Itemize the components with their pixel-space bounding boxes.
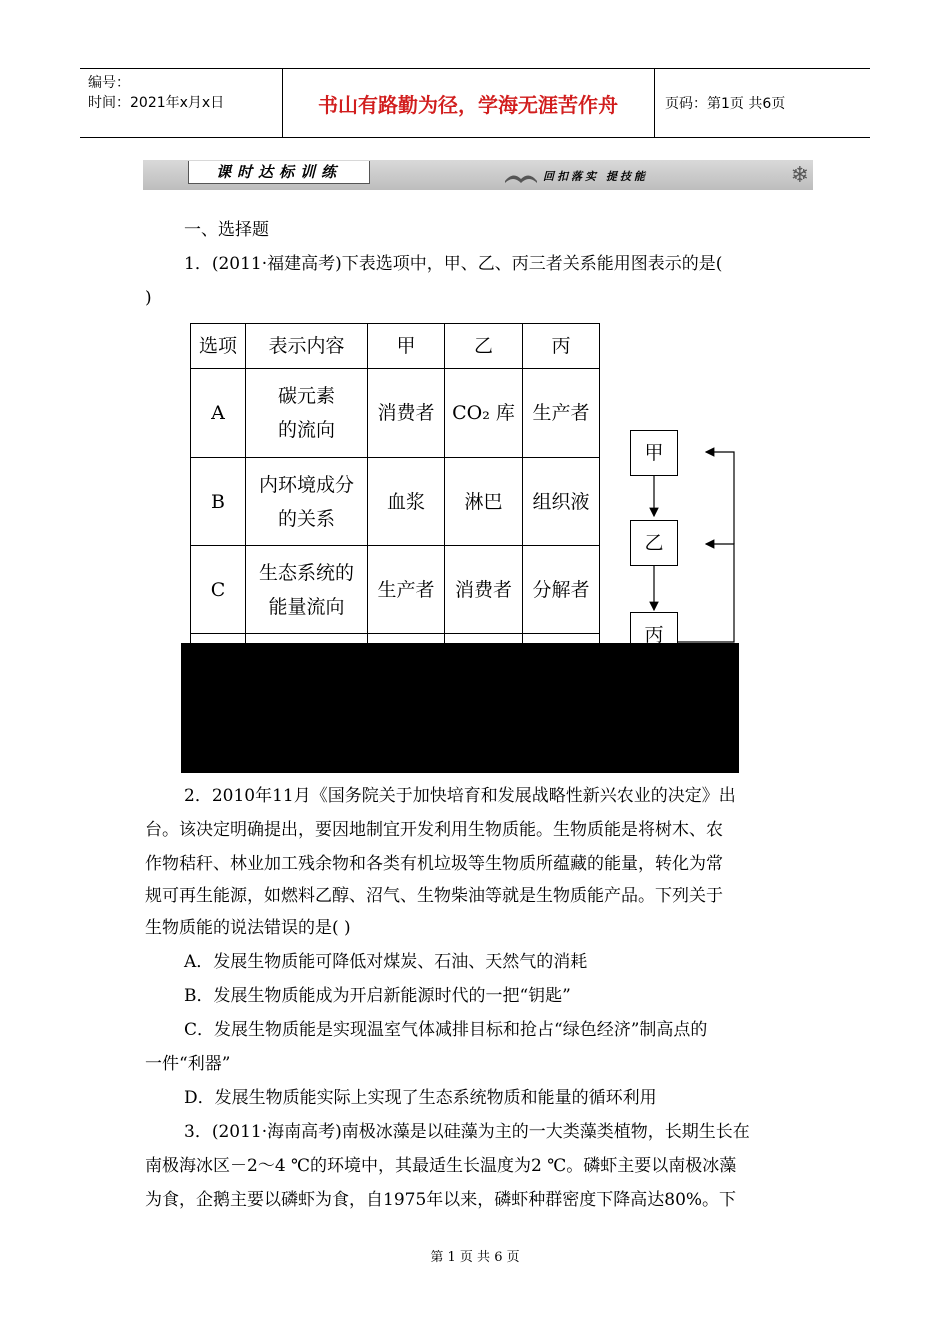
bing-cell: 生产者 <box>523 369 600 458</box>
snowflake-icon: ❄ <box>790 163 809 188</box>
bing-cell: 组织液 <box>523 458 600 546</box>
q2-option-c-cont: 一件“利器” <box>145 1054 231 1074</box>
jia-cell: 血浆 <box>368 458 445 546</box>
table-row <box>191 458 600 546</box>
content-cell <box>246 458 368 546</box>
motto: 书山有路勤为径，学海无涯苦作舟 <box>318 92 618 117</box>
content-cell <box>246 369 368 458</box>
q2-option-b: B．发展生物质能成为开启新能源时代的一把“钥匙” <box>184 986 571 1006</box>
table-header-row <box>191 324 600 369</box>
section-banner <box>143 160 813 190</box>
time-label: 时间：2021年x月x日 <box>88 95 225 111</box>
header-meta <box>88 73 224 113</box>
number-label: 编号： <box>88 75 130 91</box>
content-line: 能量流向 <box>268 595 345 618</box>
q2-option-d: D．发展生物质能实际上实现了生态系统物质和能量的循环利用 <box>184 1088 657 1108</box>
table-header: 选项 <box>191 324 246 369</box>
table-header: 乙 <box>445 324 523 369</box>
content-cell <box>246 546 368 634</box>
page-info: 页码：第1页 共6页 <box>665 96 786 112</box>
jia-cell: 生产者 <box>368 546 445 634</box>
table-header: 表示内容 <box>246 324 368 369</box>
page-footer: 第 1 页 共 6 页 <box>430 1250 520 1265</box>
jia-cell: 消费者 <box>368 369 445 458</box>
q3-line: 南极海冰区－2～4 ℃的环境中，其最适生长温度为2 ℃。磷虾主要以南极冰藻 <box>145 1156 737 1176</box>
q1-stem-cont: ) <box>145 288 152 308</box>
content-line: 内环境成分 <box>258 473 354 496</box>
q2-line: 规可再生能源，如燃料乙醇、沼气、生物柴油等就是生物质能产品。下列关于 <box>145 886 723 906</box>
table-row <box>191 546 600 634</box>
yi-cell: 淋巴 <box>445 458 523 546</box>
bing-cell: 分解者 <box>523 546 600 634</box>
banner-title: 课时达标训练 <box>188 161 370 184</box>
content-line: 的关系 <box>277 507 335 530</box>
option-cell: C <box>191 546 246 634</box>
page-header <box>80 68 870 138</box>
q1-table <box>190 323 600 654</box>
q2-option-c: C．发展生物质能是实现温室气体减排目标和抢占“绿色经济”制高点的 <box>184 1020 708 1040</box>
yi-cell: 消费者 <box>445 546 523 634</box>
q2-line: 生物质能的说法错误的是( ) <box>145 918 351 938</box>
option-cell: A <box>191 369 246 458</box>
redaction-block <box>181 643 739 773</box>
q2-line: 台。该决定明确提出，要因地制宜开发利用生物质能。生物质能是将树木、农 <box>145 820 723 840</box>
banner-subtitle: 回扣落实 提技能 <box>543 170 648 183</box>
q2-option-a: A．发展生物质能可降低对煤炭、石油、天然气的消耗 <box>184 952 588 972</box>
q2-line: 2．2010年11月《国务院关于加快培育和发展战略性新兴农业的决定》出 <box>184 786 736 806</box>
table-row <box>191 369 600 458</box>
node-jia: 甲 <box>630 430 678 476</box>
q3-line: 3．(2011·海南高考)南极冰藻是以硅藻为主的一大类藻类植物，长期生长在 <box>184 1122 750 1142</box>
book-icon <box>503 165 539 190</box>
q1-stem: 1．(2011·福建高考)下表选项中，甲、乙、丙三者关系能用图表示的是( <box>184 254 723 274</box>
node-yi: 乙 <box>630 520 678 566</box>
node-bing: 丙 <box>630 612 678 644</box>
arrow-to-jia <box>706 452 734 544</box>
option-cell: B <box>191 458 246 546</box>
table-header: 甲 <box>368 324 445 369</box>
content-line: 碳元素 <box>277 385 335 407</box>
content-line: 的流向 <box>277 419 335 441</box>
yi-cell: CO₂ 库 <box>445 369 523 458</box>
content-line: 生态系统的 <box>258 561 354 584</box>
q3-line: 为食，企鹅主要以磷虾为食，自1975年以来，磷虾种群密度下降高达80%。下 <box>145 1190 737 1210</box>
table-header: 丙 <box>523 324 600 369</box>
q2-line: 作物秸秆、林业加工残余物和各类有机垃圾等生物质所蕴藏的能量，转化为常 <box>145 854 723 874</box>
section-title: 一、选择题 <box>184 220 269 240</box>
